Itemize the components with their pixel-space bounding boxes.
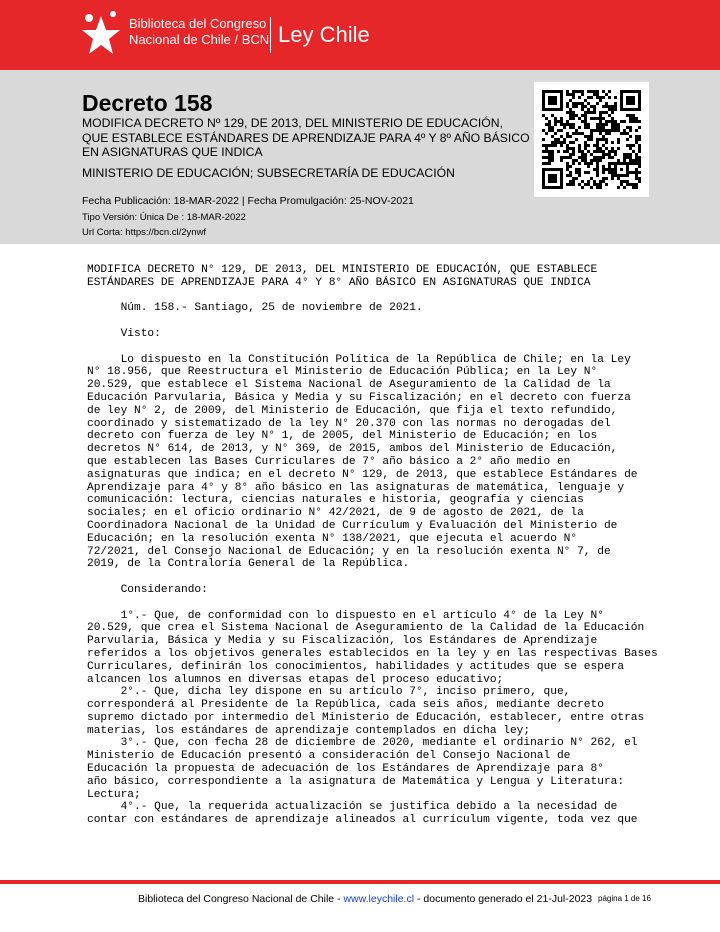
body-line: 20.529, que crea el Sistema Nacional de Aseguramiento de la Calidad de la Educación: [87, 622, 645, 635]
body-line: referidos a los objetivos generales establecidos en la ley y en las respectivas Bases: [87, 647, 658, 660]
body-line: materias, los estándares de aprendizaje contemplados en dicha ley;: [87, 724, 531, 737]
body-line: Coordinadora Nacional de la Unidad de Currículum y Evaluación del Ministerio de: [87, 519, 618, 532]
body-line: alcancen los alumnos en diversas etapas del proceso educativo;: [87, 673, 504, 686]
body-line: Núm. 158.- Santiago, 25 de noviembre de 2021.: [87, 302, 423, 315]
body-line: Parvularia, Básica y Media y su Fiscalización, los Estándares de Aprendizaje: [87, 635, 598, 648]
footer-credit: [138, 893, 592, 905]
body-line: [87, 290, 687, 303]
document-version: Tipo Versión: Única De : 18-MAR-2022: [82, 212, 246, 223]
body-line: coordinado y sistematizado de la ley N° 20.370 con las normas no derogadas del: [87, 417, 611, 430]
body-line: ESTÁNDARES DE APRENDIZAJE PARA 4° Y 8° AÑO BÁSICO EN ASIGNATURAS QUE INDICA: [87, 276, 591, 289]
body-line: año básico, correspondiente a la asignatura de Matemática y Lengua y Literatura:: [87, 775, 625, 788]
brand-line-2: Nacional de Chile / BCN: [129, 32, 270, 47]
leychile-link[interactable]: www.leychile.cl: [343, 893, 415, 905]
footer-suffix: - documento generado el 21-Jul-2023: [414, 893, 593, 905]
body-line: asignaturas que indica; en el decreto N° 129, de 2013, que establece Estándares de: [87, 468, 638, 481]
document-short-url[interactable]: Url Corta: https://bcn.cl/2ynwf: [82, 227, 207, 238]
body-line: Lectura;: [87, 788, 141, 801]
body-line: Educación la propuesta de adecuación de los Estándares de Aprendizaje para 8°: [87, 763, 604, 776]
brand-line-1: Biblioteca del Congreso: [129, 16, 267, 31]
body-line: 2°.- Que, dicha ley dispone en su artículo 7°, inciso primero, que,: [87, 686, 571, 699]
document-title: Decreto 158: [82, 90, 213, 116]
body-line: decreto con fuerza de ley N° 1, de 2005, del Ministerio de Educación; en los: [87, 430, 598, 443]
body-line: [87, 597, 687, 610]
body-line: MODIFICA DECRETO N° 129, DE 2013, DEL MINISTERIO DE EDUCACIÓN, QUE ESTABLECE: [87, 264, 598, 276]
body-line: N° 18.956, que Reestructura el Ministerio de Educación Pública; en la Ley N°: [87, 366, 598, 379]
document-dates: Fecha Publicación: 18-MAR-2022 | Fecha Promulgación: 25-NOV-2021: [82, 195, 414, 207]
body-line: Considerando:: [87, 583, 208, 596]
document-subtitle: MODIFICA DECRETO Nº 129, DE 2013, DEL MINISTERIO DE EDUCACIÓN, QUE ESTABLECE ESTÁNDARES DE APRENDIZAJE PARA 4º Y 8º AÑO BÁSICO EN ASIGNATURAS QUE INDICA: [82, 116, 530, 159]
body-line: Curriculares, definirán los conocimientos, habilidades y actitudes que se espera: [87, 660, 625, 673]
body-line: de ley N° 2, de 2009, del Ministerio de Educación, que fija el texto refundido,: [87, 404, 618, 417]
body-line: [87, 571, 687, 584]
footer-prefix: Biblioteca del Congreso Nacional de Chile -: [138, 893, 344, 905]
body-line: sociales; en el oficio ordinario N° 42/2021, de 9 de agosto de 2021, de la: [87, 507, 584, 520]
top-banner: [0, 0, 720, 70]
document-ministry: MINISTERIO DE EDUCACIÓN; SUBSECRETARÍA DE EDUCACIÓN: [82, 166, 455, 180]
body-line: Visto:: [87, 327, 161, 340]
body-line: Educación Parvularia, Básica y Media y su Fiscalización; en el decreto con fuerza: [87, 391, 631, 404]
qr-code-icon: [534, 82, 649, 197]
body-line: comunicación: lectura, ciencias naturales e historia, geografía y ciencias: [87, 494, 584, 507]
body-line: 3°.- Que, con fecha 28 de diciembre de 2020, mediante el ordinario N° 262, el: [87, 737, 638, 750]
body-line: [87, 341, 687, 354]
star-logo-icon: [80, 8, 122, 60]
body-line: Aprendizaje para 4° y 8° año básico en las asignaturas de matemática, lenguaje y: [87, 481, 625, 494]
ley-chile-logo[interactable]: Ley Chile: [278, 22, 370, 47]
body-line: Ministerio de Educación presentó a consideración del Consejo Nacional de: [87, 750, 571, 763]
bcn-logo-text: [129, 16, 269, 48]
logo-divider: [270, 17, 271, 53]
body-line: contar con estándares de aprendizaje alineados al currículum vigente, toda vez que: [87, 814, 638, 827]
body-line: 20.529, que establece el Sistema Nacional de Aseguramiento de la Calidad de la: [87, 379, 611, 392]
body-line: [87, 315, 687, 328]
body-line: 1°.- Que, de conformidad con lo dispuesto en el artículo 4° de la Ley N°: [87, 609, 604, 622]
body-line: Educación; en la resolución exenta N° 138/2021, que ejecuta el acuerdo N°: [87, 532, 578, 545]
body-line: corresponderá al Presidente de la República, cada seis años, mediante decreto: [87, 699, 604, 712]
document-body: [87, 264, 687, 827]
body-line: que establecen las Bases Curriculares de 7° año básico a 2° año medio en: [87, 455, 571, 468]
body-line: 2019, de la Contraloría General de la República.: [87, 558, 410, 571]
page-number: página 1 de 16: [598, 894, 651, 903]
footer-divider: [0, 880, 720, 884]
body-line: Lo dispuesto en la Constitución Política de la República de Chile; en la Ley: [87, 353, 631, 366]
body-line: 4°.- Que, la requerida actualización se justifica debido a la necesidad de: [87, 801, 618, 814]
body-line: 72/2021, del Consejo Nacional de Educación; y en la resolución exenta N° 7, de: [87, 545, 611, 558]
body-line: decretos N° 614, de 2013, y N° 369, de 2015, ambos del Ministerio de Educación,: [87, 443, 618, 456]
body-line: supremo dictado por intermedio del Ministerio de Educación, establecer, entre otras: [87, 711, 645, 724]
